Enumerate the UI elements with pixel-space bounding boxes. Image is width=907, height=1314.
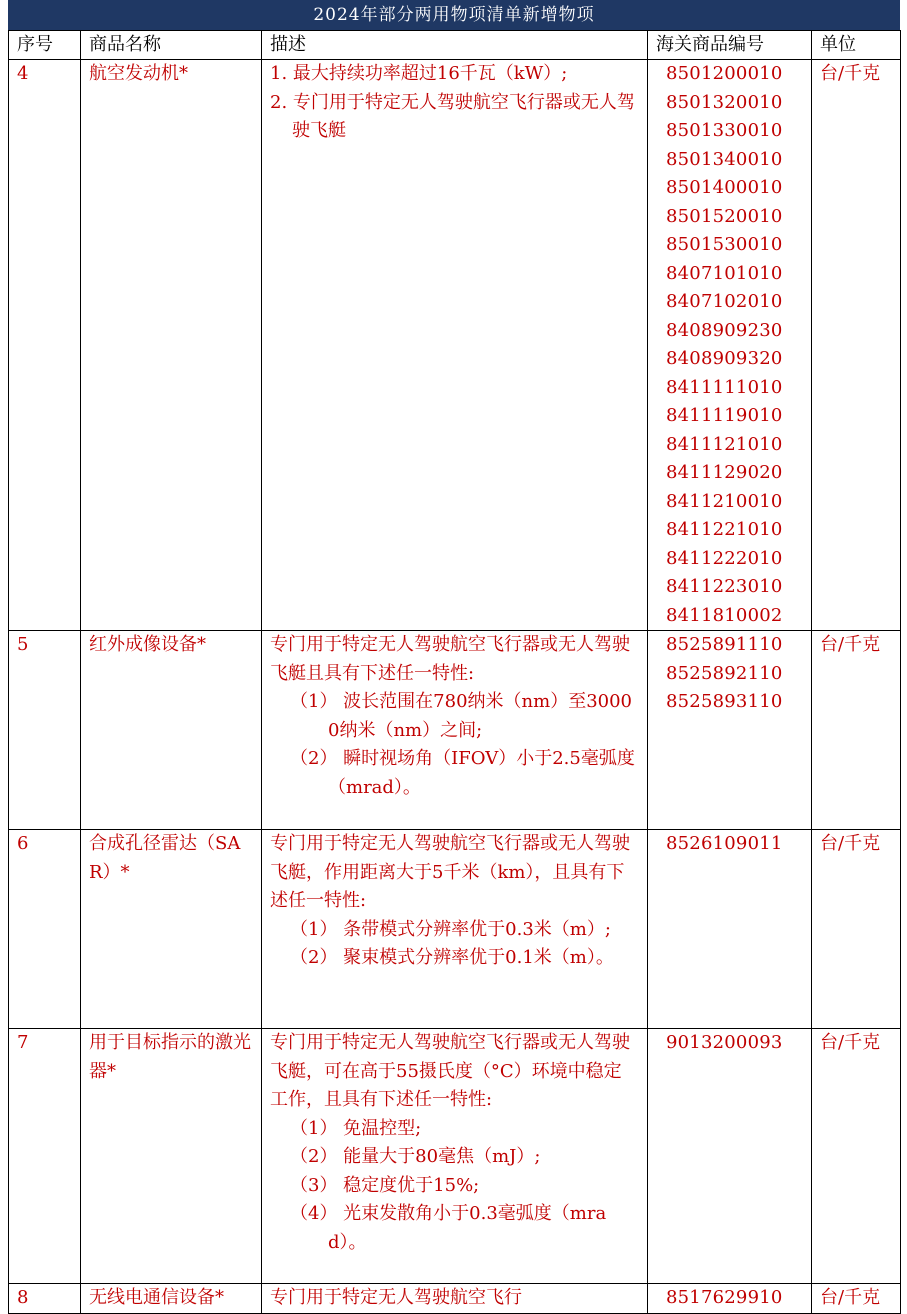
hs-code: 8407101010 [666,262,783,284]
desc-item: （2） 能量大于80毫焦（mJ）; [290,1146,541,1167]
desc-item: 1. 最大持续功率超过16千瓦（kW）; [270,63,568,84]
hs-code: 8525893110 [666,691,783,712]
row-desc [262,60,648,631]
hs-code: 8501400010 [666,177,783,198]
header-unit: 单位 [812,31,901,60]
hs-code: 8526109011 [666,833,783,854]
table-row [9,1284,901,1314]
row-name: 航空发动机* [81,60,262,631]
hs-code: 8408909230 [666,319,783,341]
hs-code: 8501320010 [666,91,783,113]
row-seq: 6 [9,830,81,1029]
desc-intro: 专门用于特定无人驾驶航空飞行器或无人驾驶飞艇且具有下述任一特性: [270,634,630,684]
header-seq: 序号 [9,31,81,60]
hs-code: 8525892110 [666,662,783,684]
row-unit: 台/千克 [812,60,901,631]
hs-code: 8501530010 [666,234,783,255]
desc-intro: 专门用于特定无人驾驶航空飞行器或无人驾驶飞艇，可在高于55摄氏度（°C）环境中稳定工作，且具有下述任一特性: [270,1032,630,1110]
row-seq: 4 [9,60,81,631]
hs-code: 8411129020 [666,462,783,483]
row-name: 红外成像设备* [81,631,262,830]
hs-code: 8501340010 [666,148,783,170]
hs-code: 8517629910 [666,1287,783,1308]
hs-code: 8407102010 [666,291,783,312]
row-codes [648,830,812,1029]
row-desc [262,830,648,1029]
desc-intro: 专门用于特定无人驾驶航空飞行器或无人驾驶飞艇，作用距离大于5千米（km），且具有下述任一特性: [270,833,630,911]
table-row [9,631,901,830]
table-row [9,830,901,1029]
row-seq: 7 [9,1029,81,1284]
hs-code: 8411119010 [666,405,783,426]
row-desc [262,631,648,830]
hs-code: 8411210010 [666,490,783,512]
header-name: 商品名称 [81,31,262,60]
hs-code: 8411810002 [666,604,783,626]
row-codes [648,1284,812,1314]
row-desc [262,1284,648,1314]
row-unit: 台/千克 [812,830,901,1029]
row-codes [648,631,812,830]
row-name: 用于目标指示的激光器* [81,1029,262,1284]
row-codes [648,1029,812,1284]
table-row [9,60,901,631]
hs-code: 8525891110 [666,634,783,655]
row-unit: 台/千克 [812,631,901,830]
hs-code: 8411221010 [666,519,783,540]
hs-code: 9013200093 [666,1032,783,1053]
table-row [9,1029,901,1284]
hs-code: 8411222010 [666,547,783,569]
row-codes [648,60,812,631]
table-title: 2024年部分两用物项清单新增物项 [8,0,900,30]
row-unit: 台/千克 [812,1029,901,1284]
desc-item: （4） 光束发散角小于0.3毫弧度（mrad）。 [290,1203,607,1253]
desc-intro: 专门用于特定无人驾驶航空飞行 [270,1287,522,1308]
row-desc [262,1029,648,1284]
hs-code: 8411111010 [666,376,783,398]
desc-item: （3） 稳定度优于15%; [290,1174,480,1196]
row-name: 合成孔径雷达（SAR）* [81,830,262,1029]
desc-item: （1） 条带模式分辨率优于0.3米（m）; [290,918,611,940]
desc-item: （2） 聚束模式分辨率优于0.1米（m）。 [290,947,614,968]
table-header-row [9,31,901,60]
hs-code: 8501200010 [666,63,783,84]
row-name: 无线电通信设备* [81,1284,262,1314]
desc-item: （1） 波长范围在780纳米（nm）至30000纳米（nm）之间; [290,691,632,741]
hs-code: 8408909320 [666,348,783,369]
row-seq: 8 [9,1284,81,1314]
desc-item: 2. 专门用于特定无人驾驶航空飞行器或无人驾驶飞艇 [270,91,635,141]
hs-code: 8411223010 [666,576,783,597]
desc-item: （1） 免温控型; [290,1117,422,1139]
hs-code: 8501520010 [666,205,783,227]
row-seq: 5 [9,631,81,830]
desc-item: （2） 瞬时视场角（IFOV）小于2.5毫弧度（mrad）。 [290,748,635,798]
header-desc: 描述 [262,31,648,60]
hs-code: 8501330010 [666,120,783,141]
row-unit: 台/千克 [812,1284,901,1314]
hs-code: 8411121010 [666,433,783,455]
dual-use-items-table [8,30,901,1314]
header-code: 海关商品编号 [648,31,812,60]
